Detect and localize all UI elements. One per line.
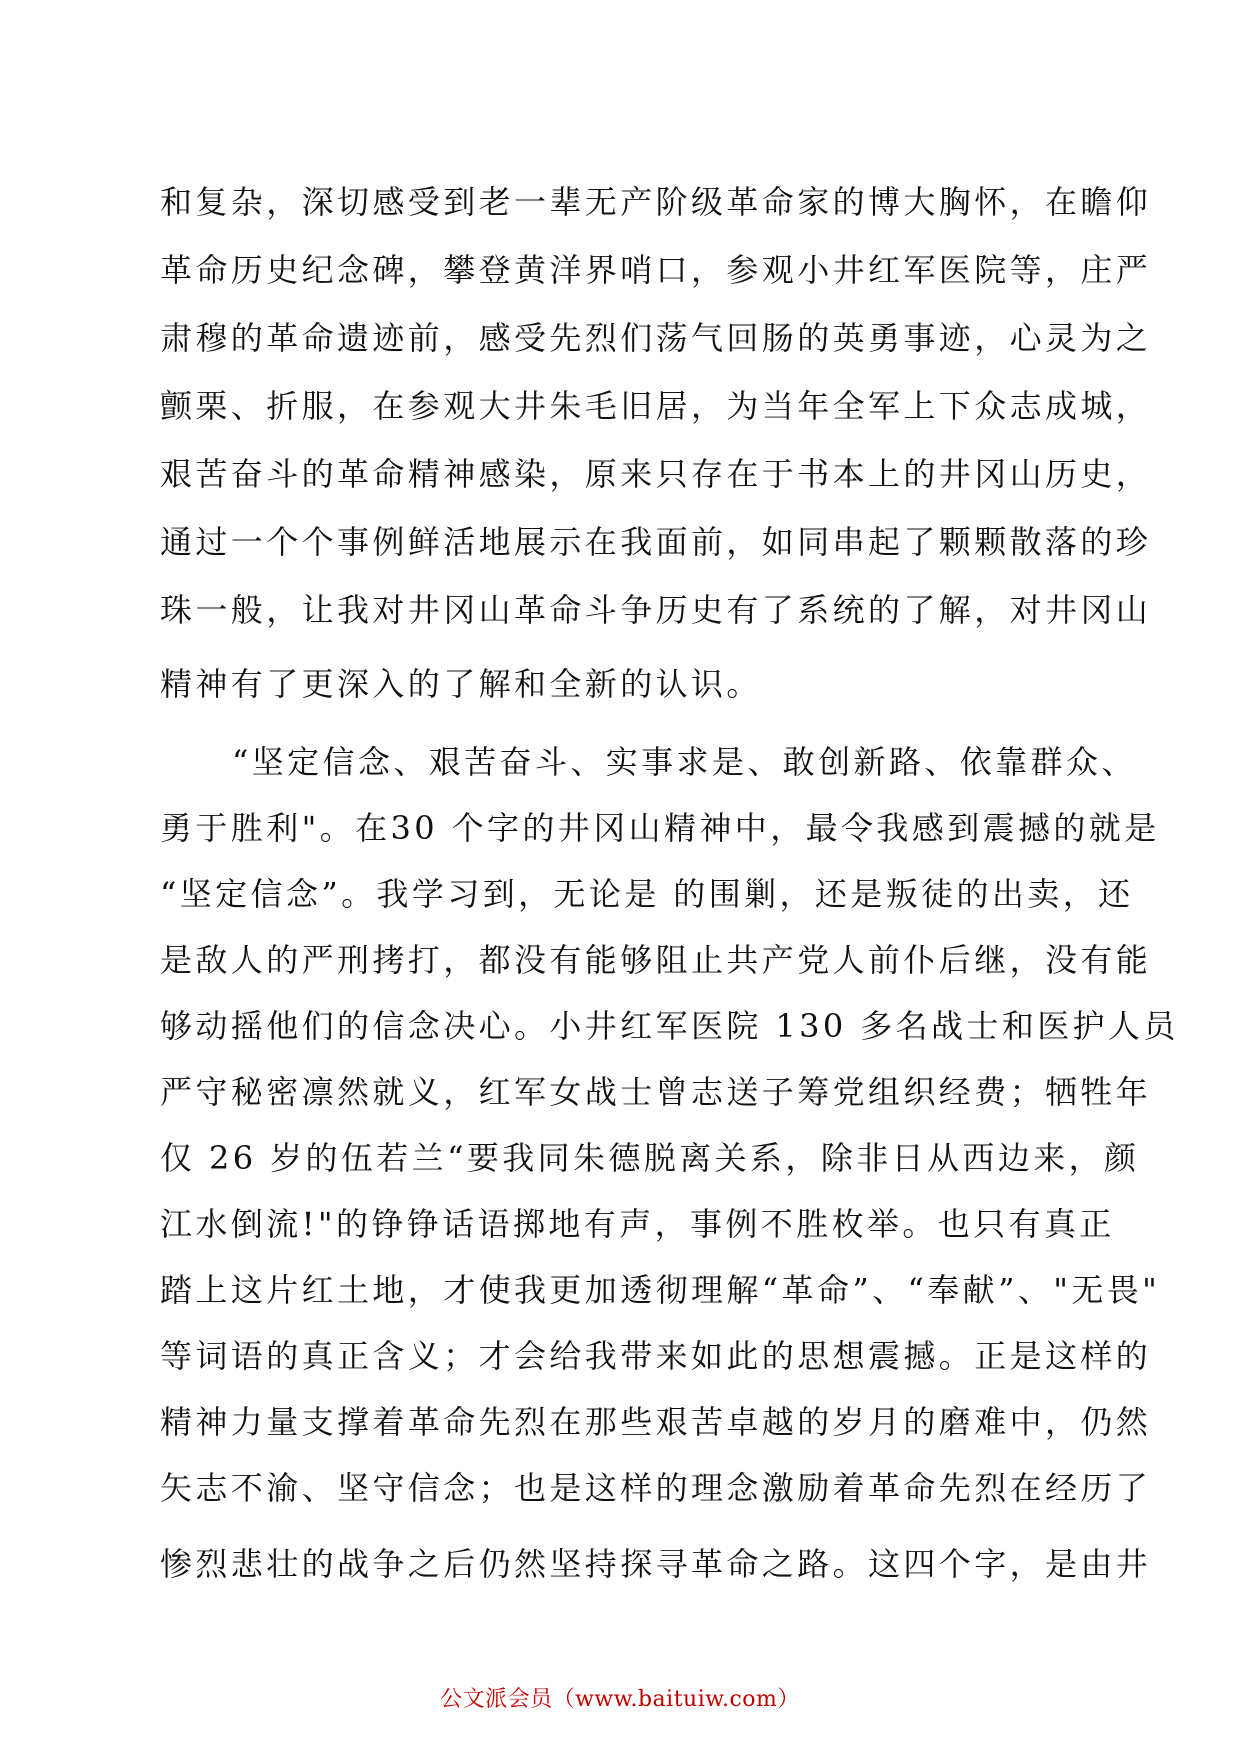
paragraph2-line-2: 勇于胜利"。在30 个字的井冈山精神中，最令我感到震撼的就是 (160, 809, 1160, 847)
paragraph1-line-6: 通过一个个事例鲜活地展示在我面前，如同串起了颗颗散落的珍 (160, 523, 1152, 561)
paragraph2-line-6: 严守秘密凛然就义，红军女战士曾志送子筹党组织经费；牺牲年 (160, 1073, 1152, 1111)
paragraph1-line-7: 珠一般，让我对井冈山革命斗争历史有了系统的了解，对井冈山 (160, 591, 1152, 629)
paragraph2-line-7: 仅 26 岁的伍若兰“要我同朱德脱离关系，除非日从西边来，颜 (160, 1139, 1140, 1177)
paragraph2-line-11: 精神力量支撑着革命先烈在那些艰苦卓越的岁月的磨难中，仍然 (160, 1403, 1152, 1441)
paragraph1-line-4: 颤栗、折服，在参观大井朱毛旧居，为当年全军上下众志成城， (160, 387, 1152, 425)
paragraph2-line-1: “坚定信念、艰苦奋斗、实事求是、敢创新路、依靠群众、 (232, 743, 1137, 781)
paragraph1-line-5: 艰苦奋斗的革命精神感染，原来只存在于书本上的井冈山历史， (160, 455, 1152, 493)
paragraph2-line-3: “坚定信念”。我学习到，无论是 的围剿，还是叛徒的出卖，还 (160, 875, 1134, 913)
paragraph2-line-12: 矢志不渝、坚守信念；也是这样的理念激励着革命先烈在经历了 (160, 1469, 1152, 1507)
paragraph1-line-2: 革命历史纪念碑，攀登黄洋界哨口，参观小井红军医院等，庄严 (160, 251, 1152, 289)
paragraph2-line-5: 够动摇他们的信念决心。小井红军医院 130 多名战士和医护人员 (160, 1007, 1179, 1045)
paragraph1-line-3: 肃穆的革命遗迹前，感受先烈们荡气回肠的英勇事迹，心灵为之 (160, 319, 1152, 357)
paragraph2-line-4: 是敌人的严刑拷打，都没有能够阻止共产党人前仆后继，没有能 (160, 941, 1152, 979)
paragraph1-line-8: 精神有了更深入的了解和全新的认识。 (160, 665, 762, 703)
paragraph1-line-1: 和复杂，深切感受到老一辈无产阶级革命家的博大胸怀，在瞻仰 (160, 183, 1152, 221)
paragraph2-line-9: 踏上这片红土地，才使我更加透彻理解“革命”、“奉献”、"无畏" (160, 1271, 1161, 1309)
footer-site-link[interactable]: 公文派会员（www.baituiw.com） (440, 1687, 800, 1712)
paragraph2-line-13: 惨烈悲壮的战争之后仍然坚持探寻革命之路。这四个字，是由井 (160, 1545, 1152, 1583)
paragraph2-line-10: 等词语的真正含义；才会给我带来如此的思想震撼。正是这样的 (160, 1337, 1152, 1375)
paragraph2-line-8: 江水倒流!"的铮铮话语掷地有声，事例不胜枚举。也只有真正 (160, 1205, 1115, 1243)
